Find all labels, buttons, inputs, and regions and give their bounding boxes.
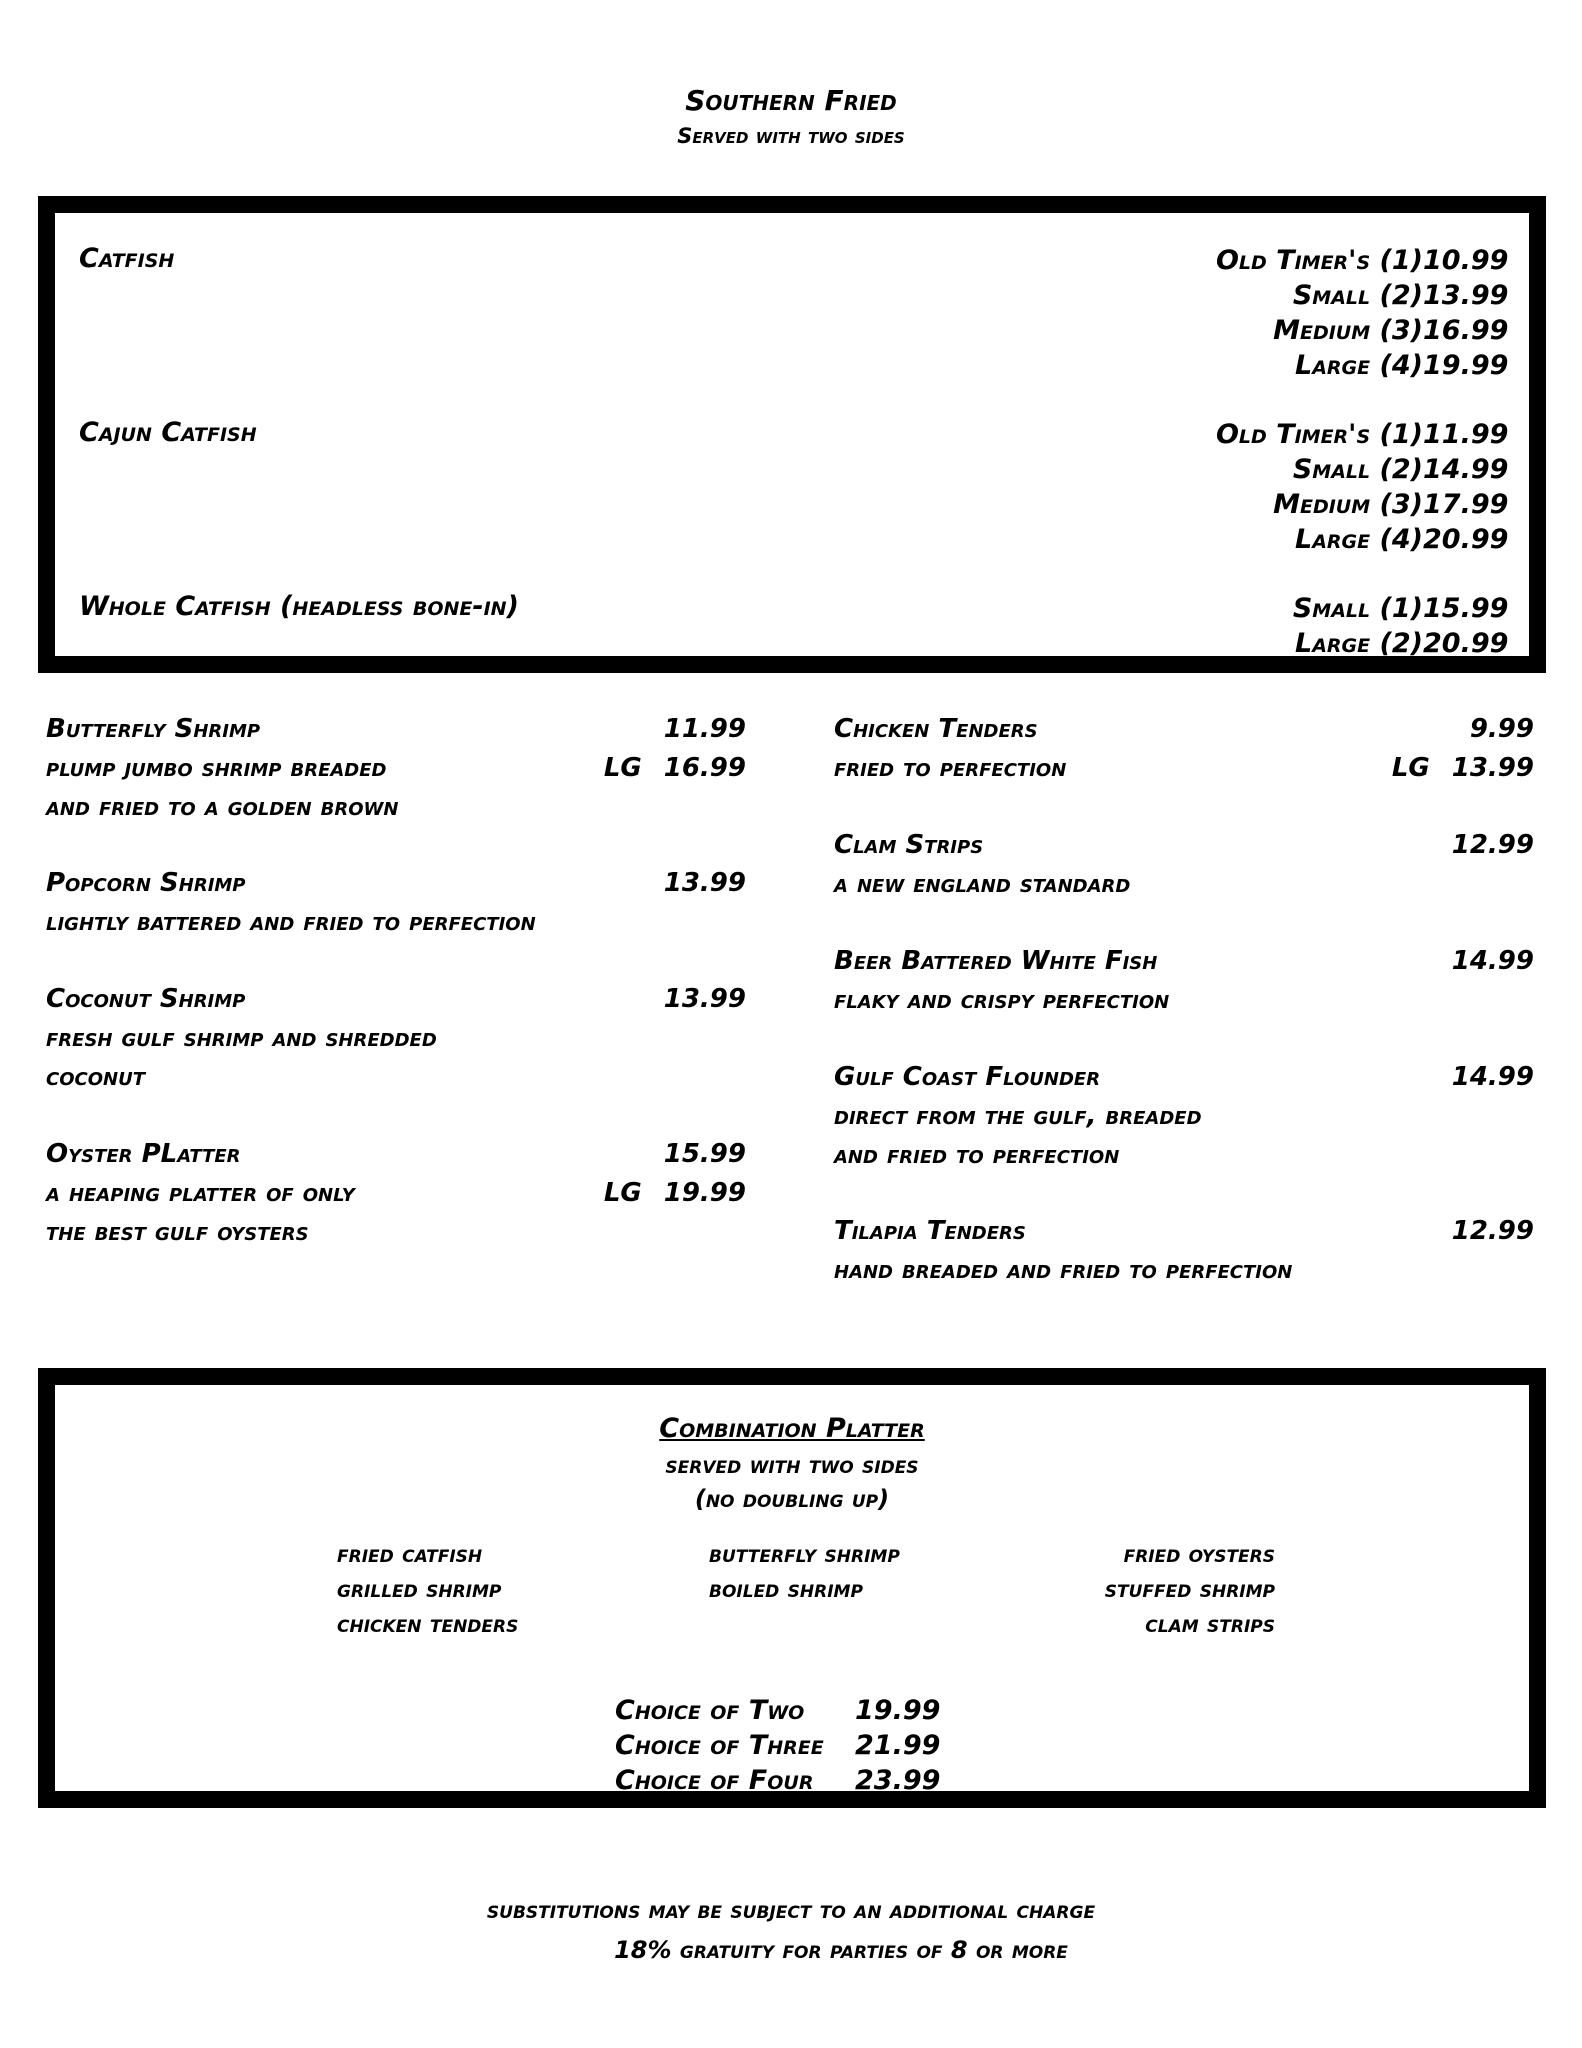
combo-option: boiled shrimp [709, 1575, 863, 1603]
price-row [1216, 243, 1507, 278]
menu-item-name: Chicken Tenders [834, 714, 1038, 744]
menu-item-name: Clam Strips [834, 830, 984, 860]
size-label: Small (2) [1292, 454, 1423, 485]
price-row [1293, 591, 1507, 626]
price-row [1293, 626, 1507, 661]
combo-choices [615, 1693, 941, 1798]
size-label: Large (2) [1295, 628, 1423, 659]
size-label: Large (4) [1295, 524, 1423, 555]
menu-item-name: Whole Catfish (headless bone-in) [79, 591, 519, 622]
left-menu-column [46, 710, 746, 1270]
combo-title: Combination Platter [659, 1413, 925, 1444]
price: 12.99 [1451, 1216, 1534, 1246]
large-price [604, 749, 746, 788]
menu-item-desc: a new england standard [834, 869, 1131, 899]
choice-row [615, 1728, 941, 1763]
choice-row [615, 1763, 941, 1798]
combo-option: butterfly shrimp [709, 1540, 900, 1568]
menu-item-desc: the best gulf oysters [46, 1217, 309, 1247]
combination-platter-section [38, 1368, 1546, 1808]
menu-item-name: Coconut Shrimp [46, 984, 246, 1014]
menu-item-desc: and fried to a golden brown [46, 792, 399, 822]
price-row [1216, 522, 1507, 557]
choice-label: Choice of Two [615, 1695, 805, 1726]
menu-item-name: Tilapia Tenders [834, 1216, 1026, 1246]
footer-note: substitutions may be subject to an additional charge [486, 1896, 1096, 1924]
menu-item-desc: fried to perfection [834, 753, 1067, 783]
menu-item-name: Cajun Catfish [79, 417, 257, 448]
menu-item [46, 864, 746, 942]
price: 19.99 [663, 1178, 746, 1208]
catfish-section [38, 196, 1546, 673]
size-label: Small (1) [1292, 593, 1423, 624]
menu-item [834, 942, 1534, 1020]
right-menu-column [834, 710, 1534, 1330]
combo-note: (no doubling up) [694, 1485, 890, 1513]
menu-item-name: Butterfly Shrimp [46, 714, 261, 744]
price-row [1216, 278, 1507, 313]
large-price [1392, 749, 1534, 788]
menu-item-name: Oyster PLatter [46, 1139, 241, 1169]
price: 21.99 [855, 1730, 941, 1761]
price: 11.99 [663, 714, 746, 744]
combo-options-right [1105, 1537, 1275, 1642]
price: 16.99 [663, 753, 746, 783]
menu-item-desc: lightly battered and fried to perfection [46, 907, 536, 937]
choice-label: Choice of Three [615, 1730, 824, 1761]
large-label: LG [603, 1178, 642, 1208]
price-row [1216, 348, 1507, 383]
menu-item-desc: hand breaded and fried to perfection [834, 1255, 1293, 1285]
size-label: Medium (3) [1273, 489, 1423, 520]
price: 12.99 [1451, 830, 1534, 860]
page-title: Southern Fried [685, 84, 897, 117]
price: 15.99 [663, 1139, 746, 1169]
price: 13.99 [663, 868, 746, 898]
combo-options-left [337, 1537, 518, 1642]
price: 13.99 [663, 984, 746, 1014]
menu-item-desc: a heaping platter of only [46, 1178, 355, 1208]
menu-item-desc: flaky and crispy perfection [834, 985, 1170, 1015]
price: 14.99 [1423, 454, 1509, 485]
choice-row [615, 1693, 941, 1728]
price: 14.99 [1451, 946, 1534, 976]
large-label: LG [1391, 753, 1430, 783]
size-label: Medium (3) [1273, 315, 1423, 346]
price: 11.99 [1423, 419, 1509, 450]
large-price [604, 1174, 746, 1213]
footer-gratuity: 18% gratuity for parties of 8 or more [614, 1936, 1068, 1964]
combo-option: chicken tenders [337, 1610, 519, 1638]
menu-item [834, 710, 1534, 788]
price: 15.99 [1423, 593, 1509, 624]
price-row [1216, 452, 1507, 487]
size-label: Large (4) [1295, 350, 1423, 381]
size-label: Old Timer's (1) [1215, 245, 1423, 276]
menu-item-desc: plump jumbo shrimp breaded [46, 753, 387, 783]
price: 23.99 [855, 1765, 941, 1796]
menu-item-desc: direct from the gulf, breaded [834, 1101, 1202, 1131]
price: 19.99 [1423, 350, 1509, 381]
menu-item-desc: and fried to perfection [834, 1140, 1120, 1170]
price-row [1216, 313, 1507, 348]
combo-subtitle: served with two sides [665, 1451, 919, 1479]
price: 19.99 [855, 1695, 941, 1726]
price: 20.99 [1423, 628, 1509, 659]
price: 17.99 [1423, 489, 1509, 520]
menu-item [834, 1212, 1534, 1290]
combo-option: clam strips [1145, 1610, 1275, 1638]
combo-options-middle [709, 1537, 900, 1607]
combo-option: fried catfish [337, 1540, 483, 1568]
price-row [1216, 487, 1507, 522]
menu-item-name: Gulf Coast Flounder [834, 1062, 1101, 1092]
menu-item-name: Catfish [79, 243, 175, 274]
large-label: LG [603, 753, 642, 783]
page-subtitle: Served with two sides [677, 124, 905, 148]
price-list [1293, 591, 1507, 661]
menu-item-desc: coconut [46, 1062, 145, 1092]
menu-item [46, 710, 746, 827]
price: 13.99 [1451, 753, 1534, 783]
price: 14.99 [1451, 1062, 1534, 1092]
price: 13.99 [1423, 280, 1509, 311]
choice-label: Choice of Four [615, 1765, 814, 1796]
menu-item-desc: fresh gulf shrimp and shredded [46, 1023, 437, 1053]
combo-option: stuffed shrimp [1104, 1575, 1275, 1603]
size-label: Small (2) [1292, 280, 1423, 311]
menu-item [46, 980, 746, 1097]
price-list [1216, 417, 1507, 557]
menu-item-name: Popcorn Shrimp [46, 868, 246, 898]
menu-item-name: Beer Battered White Fish [834, 946, 1158, 976]
price: 20.99 [1423, 524, 1509, 555]
price: 10.99 [1423, 245, 1509, 276]
size-label: Old Timer's (1) [1215, 419, 1423, 450]
combo-option: grilled shrimp [337, 1575, 502, 1603]
menu-item [834, 1058, 1534, 1175]
price: 16.99 [1423, 315, 1509, 346]
price-row [1216, 417, 1507, 452]
combo-option: fried oysters [1123, 1540, 1275, 1568]
price-list [1216, 243, 1507, 383]
menu-item [834, 826, 1534, 904]
menu-item [46, 1135, 746, 1252]
price: 9.99 [1469, 714, 1534, 744]
